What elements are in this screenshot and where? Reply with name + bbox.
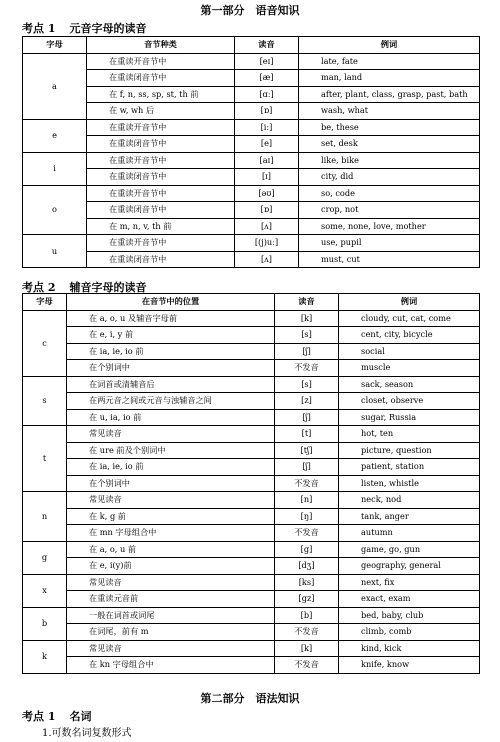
examples-cell: sack, season — [339, 376, 480, 393]
vowel-header-examples: 例词 — [299, 37, 480, 54]
sound-cell: [k] — [275, 640, 339, 657]
sound-cell: 不发音 — [275, 525, 339, 542]
consonant-point-text: 辅音字母的读音 — [69, 281, 147, 294]
table-row — [23, 492, 480, 509]
examples-cell: closet, observe — [339, 393, 480, 410]
table-row — [23, 409, 480, 426]
examples-cell: like, bike — [299, 152, 480, 169]
position-cell: 常见读音 — [67, 574, 275, 591]
sound-cell: 不发音 — [275, 657, 339, 674]
consonant-header-sound: 读音 — [275, 294, 339, 311]
letter-cell: i — [23, 152, 87, 185]
sound-cell: [iː] — [235, 119, 299, 136]
sound-cell: [əʊ] — [235, 185, 299, 202]
letter-cell: k — [23, 640, 67, 673]
table-row — [23, 218, 480, 235]
consonant-header-letter: 字母 — [23, 294, 67, 311]
position-cell: 在个别词中 — [67, 360, 275, 377]
position-cell: 在重读元音前 — [67, 591, 275, 608]
syllable-type-cell: 在重读闭音节中 — [87, 136, 235, 153]
position-cell: 在 e, i, y 前 — [67, 327, 275, 344]
table-row — [23, 640, 480, 657]
syllable-type-cell: 在重读闭音节中 — [87, 169, 235, 186]
position-cell: 在 a, o, u 及辅音字母前 — [67, 310, 275, 327]
examples-cell: cent, city, bicycle — [339, 327, 480, 344]
examples-cell: autumn — [339, 525, 480, 542]
sound-cell: [ɑː] — [235, 86, 299, 103]
sound-cell: [ks] — [275, 574, 339, 591]
table-row — [23, 152, 480, 169]
table-row — [23, 558, 480, 575]
table-row — [23, 376, 480, 393]
syllable-type-cell: 在重读闭音节中 — [87, 251, 235, 268]
syllable-type-cell: 在重读开音节中 — [87, 152, 235, 169]
examples-cell: climb, comb — [339, 624, 480, 641]
letter-cell: t — [23, 426, 67, 492]
sound-cell: [aɪ] — [235, 152, 299, 169]
consonant-header-row — [23, 294, 480, 311]
sound-cell: [b] — [275, 607, 339, 624]
letter-cell: a — [23, 53, 87, 119]
table-row — [23, 508, 480, 525]
examples-cell: sugar, Russia — [339, 409, 480, 426]
position-cell: 在个别词中 — [67, 475, 275, 492]
letter-cell: u — [23, 235, 87, 268]
position-cell: 在 ia, ie, io 前 — [67, 459, 275, 476]
position-cell: 在 mn 字母组合中 — [67, 525, 275, 542]
letter-cell: x — [23, 574, 67, 607]
sound-cell: [ʌ] — [235, 218, 299, 235]
table-row — [23, 426, 480, 443]
position-cell: 常见读音 — [67, 426, 275, 443]
table-row — [23, 360, 480, 377]
vowel-header-sound: 读音 — [235, 37, 299, 54]
sound-cell: [t] — [275, 426, 339, 443]
syllable-type-cell: 在 m, n, v, th 前 — [87, 218, 235, 235]
examples-cell: kind, kick — [339, 640, 480, 657]
letter-cell: e — [23, 119, 87, 152]
consonant-header-examples: 例词 — [339, 294, 480, 311]
sound-cell: [k] — [275, 310, 339, 327]
examples-cell: set, desk — [299, 136, 480, 153]
examples-cell: some, none, love, mother — [299, 218, 480, 235]
sound-cell: [dʒ] — [275, 558, 339, 575]
table-row — [23, 86, 480, 103]
table-row — [23, 541, 480, 558]
sound-cell: 不发音 — [275, 360, 339, 377]
examples-cell: listen, whistle — [339, 475, 480, 492]
sound-cell: [ʃ] — [275, 409, 339, 426]
sound-cell: [(j)uː] — [235, 235, 299, 252]
sound-cell: [ʃ] — [275, 343, 339, 360]
examples-cell: after, plant, class, grasp, past, bath — [299, 86, 480, 103]
vowel-point-label: 考点 1 — [22, 22, 56, 35]
examples-cell: be, these — [299, 119, 480, 136]
table-row — [23, 310, 480, 327]
position-cell: 在 ia, ie, io 前 — [67, 343, 275, 360]
examples-cell: cloudy, cut, cat, come — [339, 310, 480, 327]
syllable-type-cell: 在重读开音节中 — [87, 235, 235, 252]
noun-subheading: 1.可数名词复数形式 — [42, 728, 132, 739]
sound-cell: [z] — [275, 393, 339, 410]
position-cell: 常见读音 — [67, 640, 275, 657]
table-row — [23, 657, 480, 674]
position-cell: 在 u, ia, io 前 — [67, 409, 275, 426]
examples-cell: game, go, gun — [339, 541, 480, 558]
vowel-point-heading — [22, 20, 146, 36]
consonant-header-position: 在音节中的位置 — [67, 294, 275, 311]
sound-cell: [eɪ] — [235, 53, 299, 70]
sound-cell: [g] — [275, 541, 339, 558]
table-row — [23, 202, 480, 219]
sound-cell: [ɒ] — [235, 202, 299, 219]
table-row — [23, 53, 480, 70]
sound-cell: 不发音 — [275, 624, 339, 641]
sound-cell: 不发音 — [275, 475, 339, 492]
examples-cell: hot, ten — [339, 426, 480, 443]
part2-title: 第二部分 语法知识 — [200, 692, 300, 705]
sound-cell: [s] — [275, 376, 339, 393]
examples-cell: knife, know — [339, 657, 480, 674]
examples-cell: geography, general — [339, 558, 480, 575]
examples-cell: neck, nod — [339, 492, 480, 509]
position-cell: 在 kn 字母组合中 — [67, 657, 275, 674]
vowel-header-letter: 字母 — [23, 37, 87, 54]
table-row — [23, 169, 480, 186]
position-cell: 在 ure 前及个别词中 — [67, 442, 275, 459]
table-row — [23, 235, 480, 252]
table-row — [23, 70, 480, 87]
vowel-header-row — [23, 37, 480, 54]
sound-cell: [gz] — [275, 591, 339, 608]
syllable-type-cell: 在重读闭音节中 — [87, 70, 235, 87]
examples-cell: late, fate — [299, 53, 480, 70]
letter-cell: g — [23, 541, 67, 574]
table-row — [23, 459, 480, 476]
noun-point-text: 名词 — [69, 710, 92, 723]
table-row — [23, 251, 480, 268]
table-row — [23, 624, 480, 641]
part1-title: 第一部分 语音知识 — [200, 4, 300, 17]
position-cell: 在 k, g 前 — [67, 508, 275, 525]
sound-cell: [æ] — [235, 70, 299, 87]
syllable-type-cell: 在重读开音节中 — [87, 119, 235, 136]
letter-cell: c — [23, 310, 67, 376]
consonant-point-label: 考点 2 — [22, 281, 56, 294]
table-row — [23, 442, 480, 459]
examples-cell: picture, question — [339, 442, 480, 459]
sound-cell: [ɪ] — [235, 169, 299, 186]
position-cell: 常见读音 — [67, 492, 275, 509]
examples-cell: crop, not — [299, 202, 480, 219]
sound-cell: [ɒ] — [235, 103, 299, 120]
vowel-header-type: 音节种类 — [87, 37, 235, 54]
letter-cell: o — [23, 185, 87, 235]
examples-cell: patient, station — [339, 459, 480, 476]
position-cell: 在两元音之间或元音与浊辅音之间 — [67, 393, 275, 410]
examples-cell: muscle — [339, 360, 480, 377]
sound-cell: [ŋ] — [275, 508, 339, 525]
sound-cell: [s] — [275, 327, 339, 344]
table-row — [23, 393, 480, 410]
syllable-type-cell: 在重读开音节中 — [87, 53, 235, 70]
letter-cell: s — [23, 376, 67, 426]
sound-cell: [e] — [235, 136, 299, 153]
examples-cell: so, code — [299, 185, 480, 202]
examples-cell: bed, baby, club — [339, 607, 480, 624]
position-cell: 在 e, i(y)前 — [67, 558, 275, 575]
noun-point-label: 考点 1 — [22, 710, 56, 723]
consonant-table — [22, 293, 480, 674]
table-row — [23, 574, 480, 591]
examples-cell: man, land — [299, 70, 480, 87]
table-row — [23, 119, 480, 136]
position-cell: 在词首或清辅音后 — [67, 376, 275, 393]
examples-cell: wash, what — [299, 103, 480, 120]
examples-cell: exact, exam — [339, 591, 480, 608]
table-row — [23, 343, 480, 360]
table-row — [23, 475, 480, 492]
examples-cell: must, cut — [299, 251, 480, 268]
table-row — [23, 525, 480, 542]
vowel-point-text: 元音字母的读音 — [69, 22, 147, 35]
letter-cell: n — [23, 492, 67, 542]
syllable-type-cell: 在 w, wh 后 — [87, 103, 235, 120]
table-row — [23, 136, 480, 153]
examples-cell: tank, anger — [339, 508, 480, 525]
table-row — [23, 591, 480, 608]
sound-cell: [ʌ] — [235, 251, 299, 268]
sound-cell: [tʃ] — [275, 442, 339, 459]
table-row — [23, 185, 480, 202]
table-row — [23, 327, 480, 344]
syllable-type-cell: 在 f, n, ss, sp, st, th 前 — [87, 86, 235, 103]
examples-cell: use, pupil — [299, 235, 480, 252]
examples-cell: next, fix — [339, 574, 480, 591]
position-cell: 一般在词首或词尾 — [67, 607, 275, 624]
position-cell: 在 a, o, u 前 — [67, 541, 275, 558]
vowel-table — [22, 36, 480, 268]
sound-cell: [n] — [275, 492, 339, 509]
examples-cell: city, did — [299, 169, 480, 186]
examples-cell: social — [339, 343, 480, 360]
position-cell: 在词尾，前有 m — [67, 624, 275, 641]
sound-cell: [ʃ] — [275, 459, 339, 476]
table-row — [23, 607, 480, 624]
letter-cell: b — [23, 607, 67, 640]
noun-point-heading — [22, 708, 91, 724]
syllable-type-cell: 在重读闭音节中 — [87, 202, 235, 219]
syllable-type-cell: 在重读开音节中 — [87, 185, 235, 202]
table-row — [23, 103, 480, 120]
